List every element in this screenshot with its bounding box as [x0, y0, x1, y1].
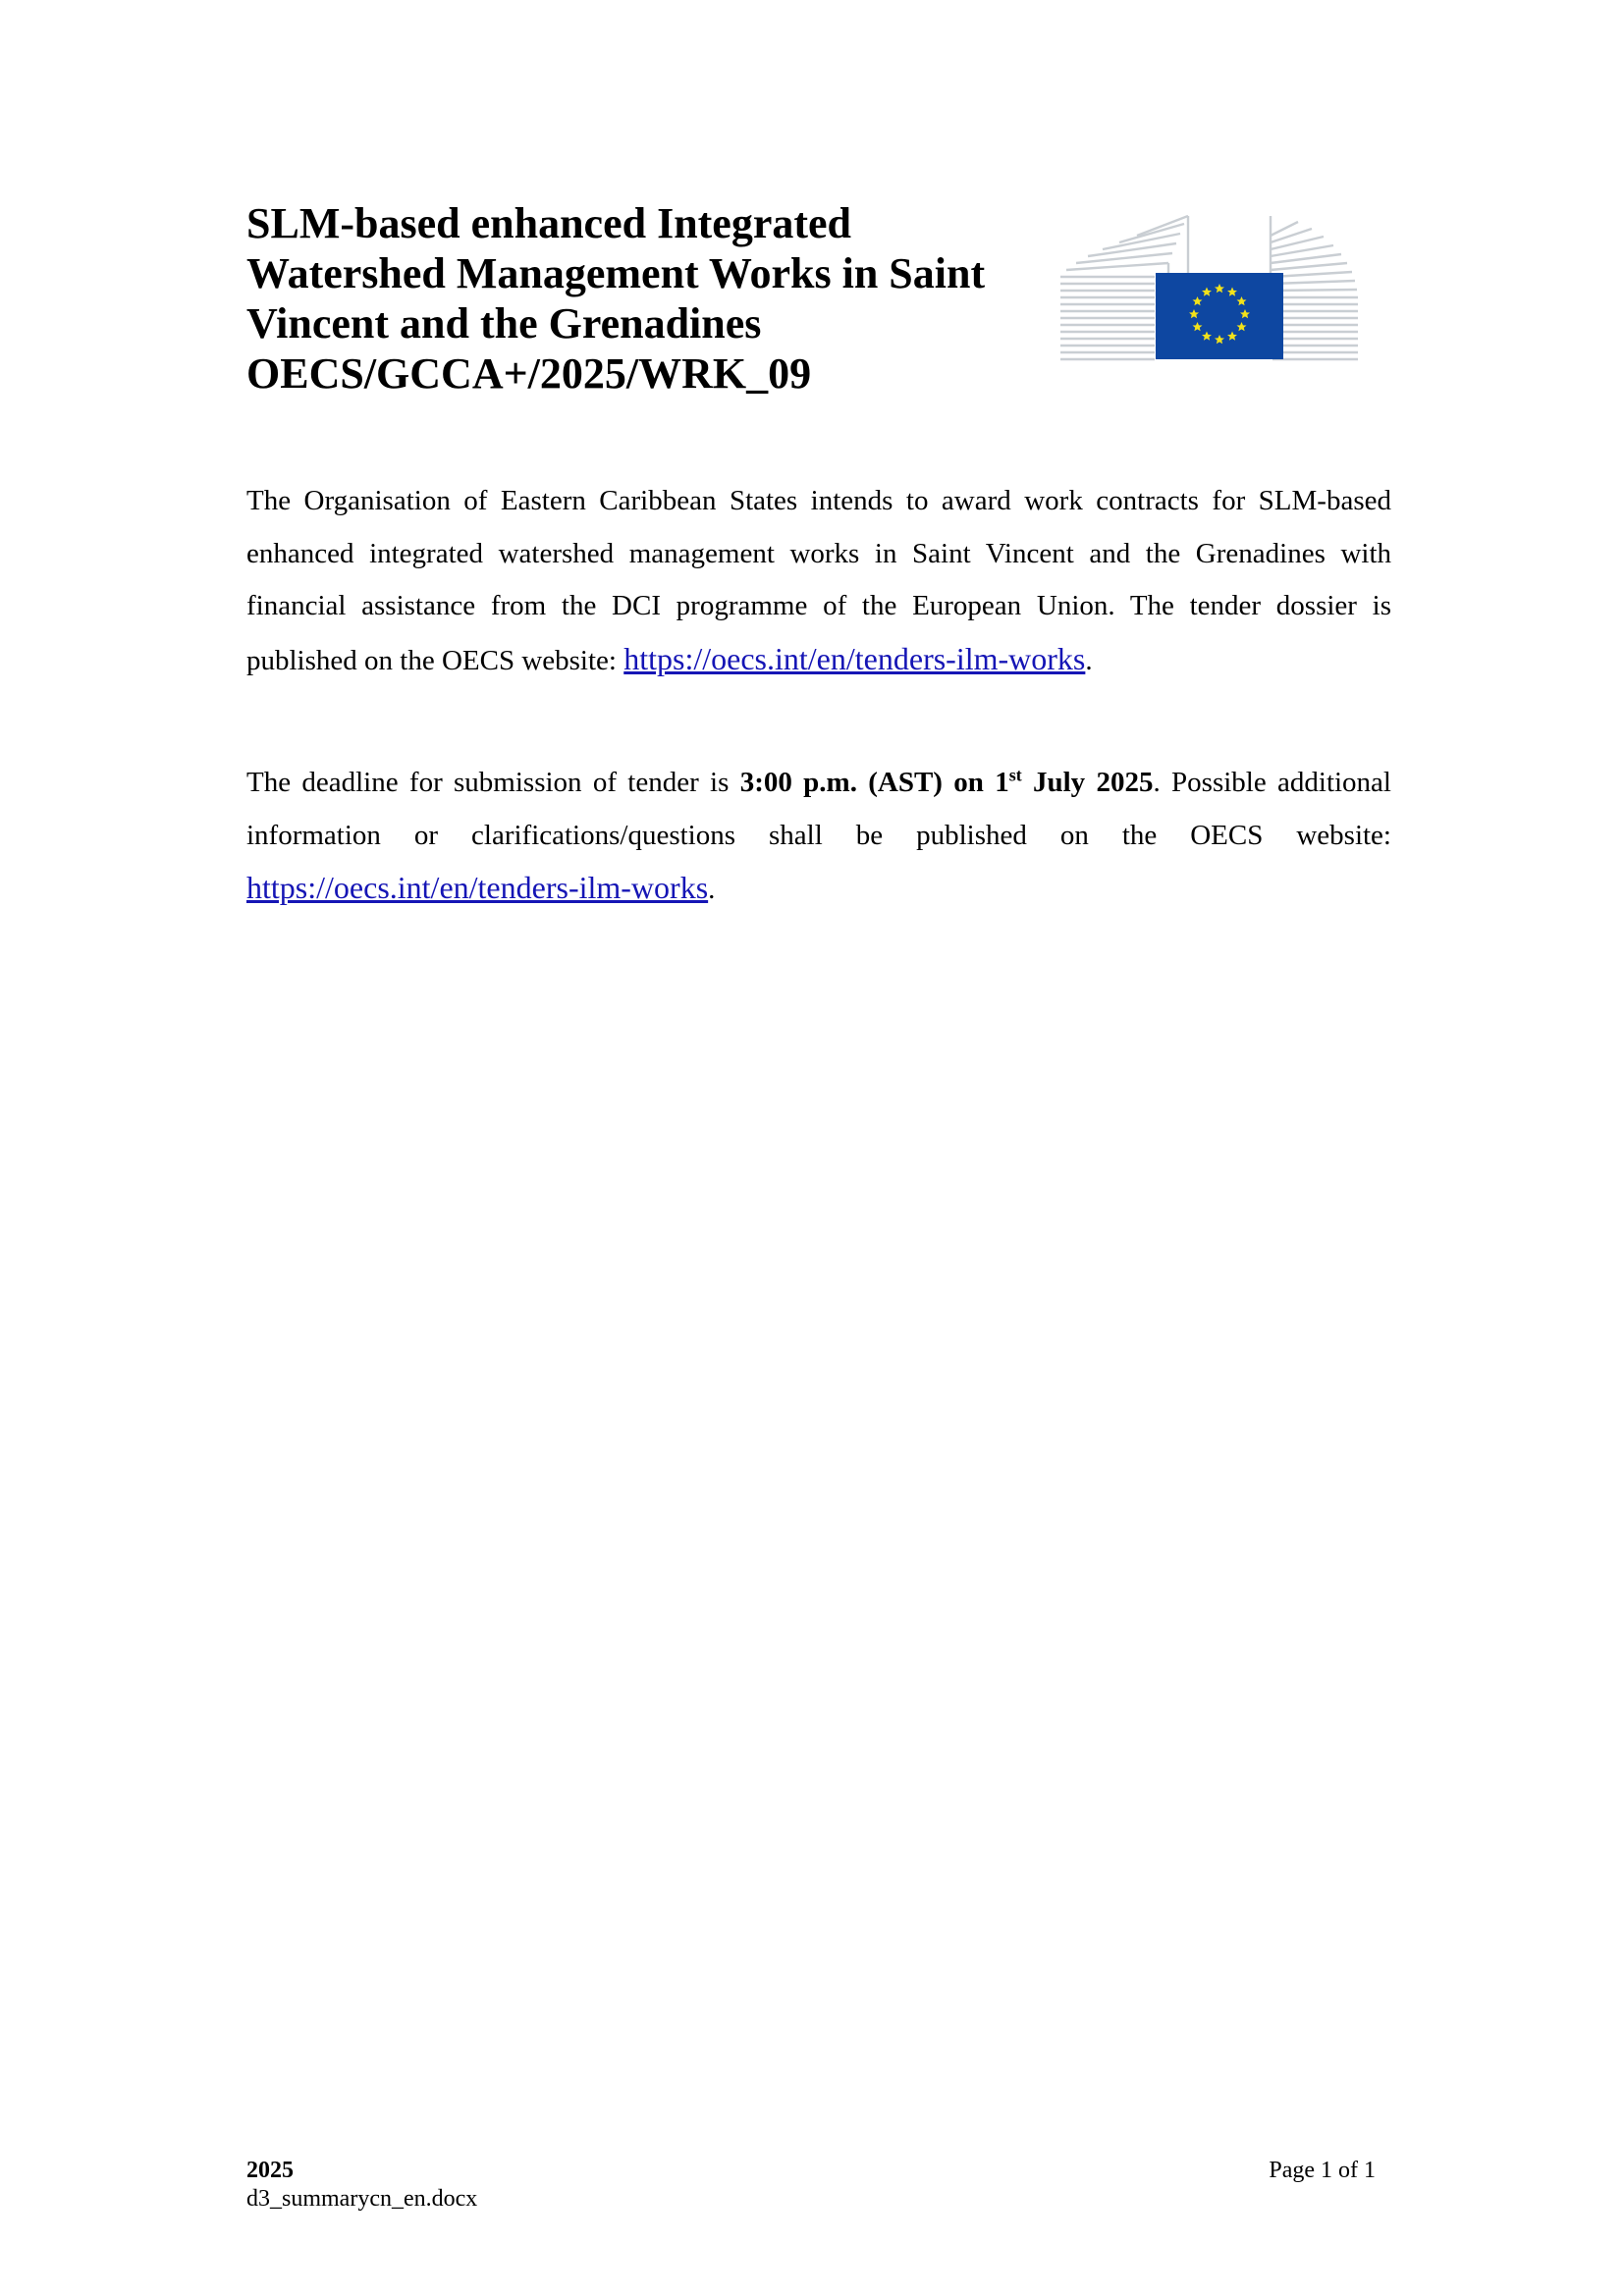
award-text: The Organisation of Eastern Caribbean States intends to award work contracts for SLM-based enhanced integrated watershed management works in Saint Vincent and the Grenadines with financial assistance from the DCI programme of the European Union. The tender dossier is published on the OECS website:: [246, 485, 1391, 676]
deadline-time: 3:00 p.m. (AST) on 1: [739, 767, 1009, 798]
deadline-ordinal: st: [1008, 765, 1022, 785]
clarifications-link[interactable]: https://oecs.int/en/tenders-ilm-works: [246, 870, 709, 905]
page-number: Page 1 of 1: [1269, 2158, 1376, 2183]
title-line-3: Vincent and the Grenadines: [246, 299, 762, 347]
award-paragraph: [246, 475, 1391, 687]
deadline-paragraph: [246, 757, 1391, 917]
title-line-1: SLM-based enhanced Integrated: [246, 199, 852, 247]
deadline-date: July 2025: [1021, 767, 1154, 798]
document-title: [246, 198, 1052, 399]
deadline-intro: The deadline for submission of tender is: [246, 767, 740, 798]
footer-year: 2025: [246, 2158, 294, 2183]
footer-left: [246, 2157, 477, 2214]
title-line-2: Watershed Management Works in Saint: [246, 249, 986, 297]
reference-number: OECS/GCCA+/2025/WRK_09: [246, 349, 812, 398]
deadline-period: .: [708, 874, 716, 905]
deadline-rest: . Possible additional information or clarifications/questions shall be published on the OECS website:: [246, 767, 1391, 851]
european-commission-logo: [1058, 212, 1361, 363]
logo-building-right: [1271, 216, 1358, 359]
tender-dossier-link[interactable]: https://oecs.int/en/tenders-ilm-works: [623, 640, 1086, 676]
footer-filename: d3_summarycn_en.docx: [246, 2186, 478, 2212]
award-period: .: [1085, 644, 1093, 676]
